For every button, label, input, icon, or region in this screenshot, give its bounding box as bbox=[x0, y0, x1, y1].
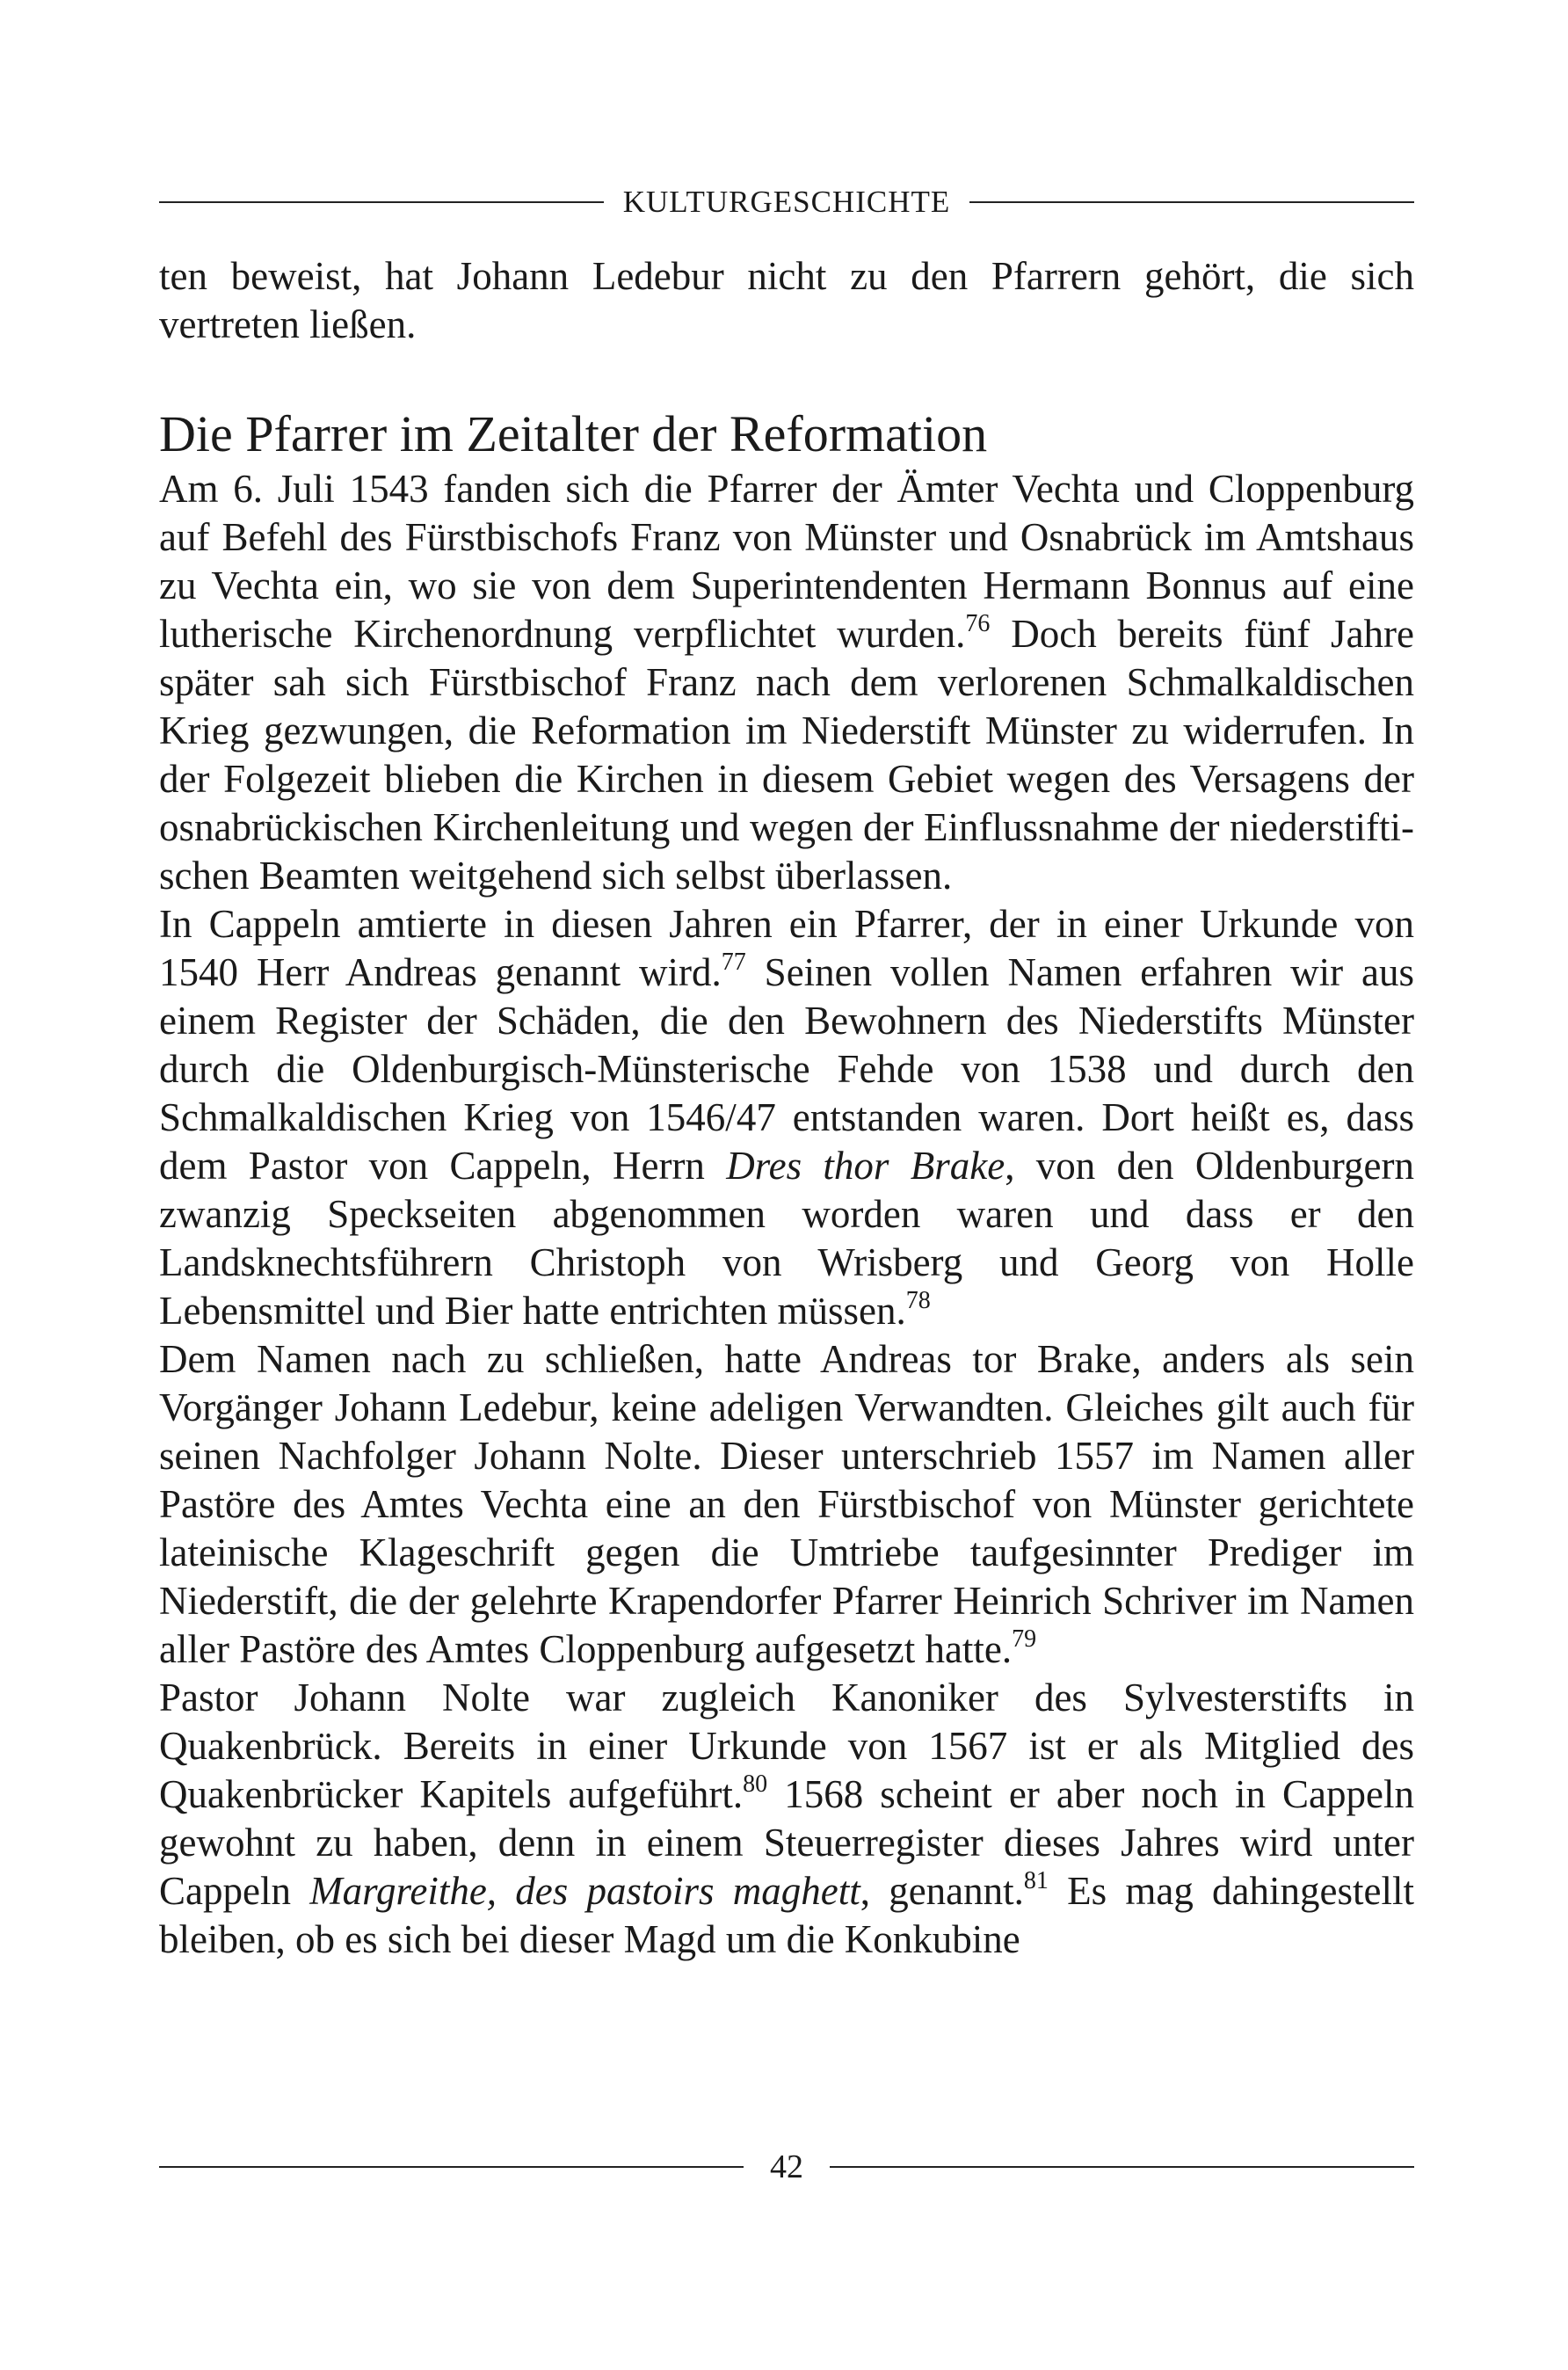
paragraph bbox=[159, 465, 1414, 900]
paragraph bbox=[159, 1335, 1414, 1674]
text-run: Dem Namen nach zu schließen, hatte Andreas tor Brake, anders als sein Vorgänger Johann Ledebur, keine adeligen Verwandten. Gleiches gilt auch für seinen Nachfolger Johann Nolte. Dieser unterschrieb 1557 im Namen aller Pastöre des Amtes Vechta eine an den Fürstbischof von Münster gerichtete lateinische Klageschrift gegen die Umtriebe taufgesinnter Prediger im Niederstift, die der gelehrte Krapendorfer Pfarrer Heinrich Schriver im Namen aller Pastöre des Amtes Cloppenburg aufgesetzt hatte. bbox=[159, 1337, 1414, 1671]
footnote-ref: 76 bbox=[965, 610, 991, 637]
page-number: 42 bbox=[770, 2148, 803, 2185]
text-run: , genannt. bbox=[860, 1869, 1024, 1913]
page-footer bbox=[159, 2148, 1414, 2186]
footer-rule-left bbox=[159, 2166, 744, 2168]
body-text bbox=[159, 252, 1414, 1964]
text-run: , von den Oldenburgern zwanzig Speckseiten abgenommen worden waren und dass er den Landsknechtsführern Christoph von Wrisberg und Georg von Holle Lebensmittel und Bier hatte entrichten müssen. bbox=[159, 1144, 1414, 1333]
paragraph bbox=[159, 1674, 1414, 1964]
continued-paragraph bbox=[159, 252, 1414, 349]
running-head-title: KULTURGESCHICHTE bbox=[622, 185, 951, 219]
footnote-ref: 79 bbox=[1012, 1625, 1037, 1653]
footnote-ref: 77 bbox=[721, 949, 746, 976]
running-head-rule-left bbox=[159, 201, 604, 203]
text-run: Am 6. Juli 1543 fanden sich die Pfarrer der Ämter Vechta und Cloppenburg auf Befehl des Fürstbischofs Franz von Münster und Osnabrück im Amtshaus zu Vechta ein, wo sie von dem Superintendenten Hermann Bonnus auf eine lutherische Kirchenordnung verpflichtet wurden. bbox=[159, 467, 1414, 656]
section-paragraphs bbox=[159, 465, 1414, 1964]
text-run: Doch bereits fünf Jahre später sah sich Fürstbischof Franz nach dem verlorenen Schmalkaldischen Krieg gezwungen, die Reformation im Niederstift Münster zu widerrufen. In der Folgezeit blieben die Kirchen in diesem Gebiet wegen des Versagens der osnabrückischen Kirchenleitung und wegen der Einflussnahme der niederstiftischen Beamten weitgehend sich selbst überlassen. bbox=[159, 612, 1414, 898]
footnote-ref: 81 bbox=[1023, 1867, 1049, 1894]
section-heading: Die Pfarrer im Zeitalter der Reformation bbox=[159, 405, 988, 462]
footnote-ref: 80 bbox=[743, 1770, 768, 1798]
text-run: 1568 scheint er aber noch in Cappeln gewohnt zu haben, denn in einem Steuerregister dieses Jahres wird unter Cappeln bbox=[159, 1772, 1414, 1913]
text-run: Pastor Johann Nolte war zugleich Kanoniker des Sylvesterstifts in Quakenbrück. Bereits in einer Urkunde von 1567 ist er als Mitglied des Quakenbrücker Kapitels aufgeführt. bbox=[159, 1676, 1414, 1816]
text-run: In Cappeln amtierte in diesen Jahren ein Pfarrer, der in einer Urkunde von 1540 Herr Andreas genannt wird. bbox=[159, 902, 1414, 994]
text-run: Seinen vollen Namen erfahren wir aus einem Register der Schäden, die den Bewohnern des Niederstifts Münster durch die Oldenburgisch-Münsterische Fehde von 1538 und durch den Schmalkaldischen Krieg von 1546/47 entstanden waren. Dort heißt es, dass dem Pastor von Cappeln, Herrn bbox=[159, 950, 1414, 1188]
footer-rule-right bbox=[830, 2166, 1414, 2168]
italic-quote: Dres thor Brake bbox=[726, 1144, 1005, 1188]
running-head-rule-right bbox=[969, 201, 1414, 203]
footnote-ref: 78 bbox=[905, 1287, 931, 1314]
running-head bbox=[159, 180, 1414, 224]
text-run: ten beweist, hat Johann Ledebur nicht zu den Pfarrern gehört, die sich vertreten ließen. bbox=[159, 254, 1414, 346]
text-run: Es mag dahingestellt bleiben, ob es sich bei dieser Magd um die Konkubine bbox=[159, 1869, 1414, 1961]
paragraph bbox=[159, 900, 1414, 1335]
paragraph bbox=[159, 252, 1414, 349]
italic-quote: Margreithe, des pastoirs maghett bbox=[309, 1869, 860, 1913]
book-page bbox=[159, 180, 1414, 2193]
